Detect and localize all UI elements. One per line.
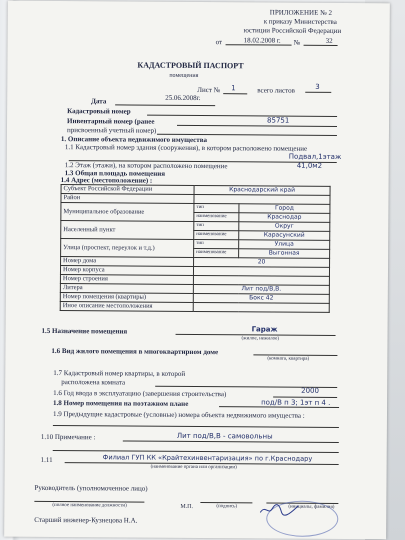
name-label: наименование [194,230,239,239]
address-table [60,184,331,313]
item-1-11-value: Филиал ГУП КК «Крайтехинвентаризация» по г.Краснодару [102,453,313,463]
item-1-3-label: 1.3 Общая площадь помещения [64,169,166,178]
item-1-10-label: 1.10 Примечание : [40,432,96,442]
item-1-7-label: 1.7 Кадастровый номер квартиры, в которой [53,368,186,378]
item-year-value: 2000 [301,386,320,395]
room-value: Бокс 42 [193,293,329,303]
appendix-order: к приказу Министерства [263,17,337,26]
loc-type: Округ [239,222,330,232]
name-label: наименование [194,212,239,221]
table-row [61,203,330,214]
item-1-7-label-2: расположена комната [61,378,126,387]
street-type: Улица [239,240,330,250]
date-value: 25.06.2008г. [165,93,201,103]
building-label: Номер строения [60,275,193,285]
item-1-2-label: 1.2 Этаж (этажи), на котором расположено помещение [64,161,228,171]
table-row [61,221,330,232]
name-label: наименование [194,248,239,257]
appendix-ministry: юстиции Российской Федерации [243,26,342,36]
room-label: Номер помещения (квартиры) [60,293,193,303]
type-label: тип [194,239,239,248]
signature-head: Руководитель (уполномоченное лицо) [34,483,148,493]
litera-value: Лит под/В,В. [193,284,329,294]
item-1-8-value: под/В п 3; 1эт п 4 . [261,398,331,407]
item-1-11-label: 1.11 [40,455,53,464]
inventory-label: Инвентарный номер (ранее [67,117,155,126]
item-1-11-hint: (наименование органа или организации) [150,464,237,471]
table-row [61,239,330,250]
signature-scribble [259,502,299,516]
item-1-8-label: 1.8 Номер помещения на поэтажном плане [53,398,189,408]
item-year-label: 1.6 Год ввода в эксплуатацию (завершения строительства) [53,388,227,399]
mun-label: Муниципальное образование [61,203,194,222]
type-label: тип [194,221,239,230]
item-1-6-hint: (комната, квартира) [267,356,310,362]
corpus-label: Номер корпуса [60,266,193,276]
sheet-total-label: всего листов [257,86,295,95]
mp-label: М.П. [180,503,194,510]
sheet-total-value: 3 [315,82,320,91]
item-1-4-label: 1.4 Адрес (местоположение) : [60,176,153,185]
item-1-1: 1.1 Кадастровый номер здания (сооружения), в котором расположено помещение [64,143,308,153]
subject-value: Краснодарский край [194,185,330,195]
sheet-value: 1 [231,84,236,93]
mun-type: Город [239,204,330,214]
appendix-num-prefix: № [293,38,301,47]
type-label: тип [194,203,239,212]
district-label: Район [61,194,194,204]
document-page [4,1,390,540]
locality-label: Населенный пункт [61,221,194,240]
loc-name: Карасунский [239,231,330,241]
appendix-num: 32 [325,36,333,45]
street-label: Улица (проспект, переулок и т.д.) [61,239,194,258]
hint-initials: (инициалы, фамилия) [288,504,335,510]
inventory-label-2: присвоенный учетный номер) [66,126,157,135]
hint-position: (полное наименование должности) [52,502,127,509]
page-subtitle: помещения [169,72,199,80]
hint-sign: (подпись) [216,504,238,510]
appendix-date-prefix: от [215,38,223,47]
other-label: Иное описание местоположения [60,302,193,312]
executor: Старший инженер-Кузнецова Н.А. [34,515,138,525]
item-1-5-value: Гараж [251,325,278,334]
section-1-title: 1. Описание объекта недвижимого имущества [60,135,208,145]
page-title: КАДАСТРОВЫЙ ПАСПОРТ [137,60,244,71]
item-1-5-hint: (жилое, нежилое) [241,336,280,342]
house-label: Номер дома [61,257,194,267]
table-row [60,302,329,313]
item-1-9-label: 1.9 Предыдущие кадастровые (условные) номера объекта недвижимого имущества : [52,409,305,420]
appendix-title: ПРИЛОЖЕНИЕ № 2 [269,8,333,17]
litera-label: Литера [60,284,193,294]
date-label: Дата [91,97,107,106]
item-1-10-value: Лит под/В,В - самовольны [176,431,273,441]
other-value [193,302,329,312]
subject-label: Субъект Российской Федерации [61,185,194,195]
street-name: Выгонная [239,249,330,259]
sheet-label: Лист № [197,85,221,95]
house-value: 20 [194,257,330,267]
appendix-date: 18.02.2008 г. [243,36,281,45]
item-1-2-value: Подвал,1этаж [288,152,342,162]
cadastral-number-label: Кадастровый номер [67,107,131,116]
item-1-6-label: 1.6 Вид жилого помещения в многоквартирном доме [51,346,219,357]
inventory-value: 85751 [267,116,290,125]
item-1-3-value: 41,0м2 [296,161,323,170]
item-1-5-label: 1.5 Назначение помещения [41,326,128,336]
mun-name: Краснодар [239,213,330,223]
